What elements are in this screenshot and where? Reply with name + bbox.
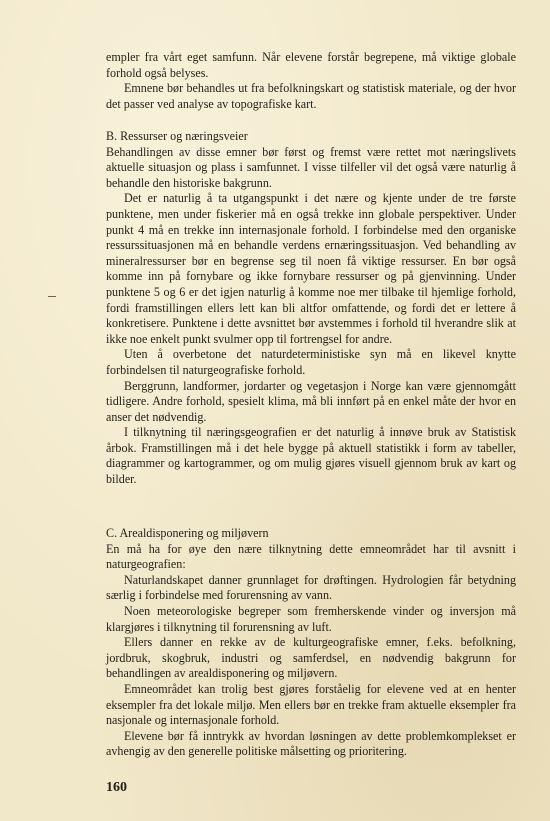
section-b-heading: B. Ressurser og næringsveier — [106, 129, 248, 143]
section-c-paragraph-6: Elevene bør få inntrykk av hvordan løsningen av dette problemkomplekset er avhengig av den generelle politiske målsetting og prioritering. — [106, 728, 516, 759]
section-c-paragraph-2: Naturlandskapet danner grunnlaget for drøftingen. Hydrologien får betydning særlig i forbindelse med forurensning av vann. — [106, 572, 516, 603]
section-c-paragraph-3: Noen meteorologiske begreper som fremherskende vinder og inversjon må klargjøres i tilknytning til forurensning av luft. — [106, 603, 516, 634]
section-c-paragraph-1: En må ha for øye den nære tilknytning dette emneområdet har til avsnitt i naturgeografien: — [106, 541, 516, 572]
section-b-paragraph-1: Behandlingen av disse emner bør først og fremst være rettet mot næringslivets aktuelle situasjon og plass i samfunnet. I visse tilfeller vil det også være naturlig å behandle den historiske bakgrunn. — [106, 144, 516, 190]
section-c-heading: C. Arealdisponering og miljøvern — [106, 526, 269, 540]
section-b-paragraph-5: I tilknytning til næringsgeografien er det naturlig å innøve bruk av Statistisk årbok. Framstillingen må i det hele bygge på aktuell statistikk i form av tabeller, diagrammer og kartogrammer, og om mulig gjøres visuell gjennom bruk av kart og bilder. — [106, 425, 516, 487]
intro-block — [106, 50, 516, 112]
section-c-paragraph-4: Ellers danner en rekke av de kulturgeografiske emner, f.eks. befolkning, jordbruk, skogbruk, industri og samferdsel, en nødvendig bakgrunn for behandlingen av arealdisponering og miljøvern. — [106, 635, 516, 681]
section-c-paragraph-5: Emneområdet kan trolig best gjøres forståelig for elevene ved at en henter eksempler fra det lokale miljø. Men ellers bør en trekke fram aktuelle eksempler fra nasjonale og internasjonale forhold. — [106, 681, 516, 728]
page-number: 160 — [106, 780, 127, 795]
intro-paragraph-1: empler fra vårt eget samfunn. Når elevene forstår begrepene, må viktige globale forhold også belyses. — [106, 50, 516, 80]
section-b-paragraph-4: Berggrunn, landformer, jordarter og vegetasjon i Norge kan være gjennomgått tidligere. Andre forhold, spesielt klima, må bli innført på en enkel måte der hvor en anser det nødvendig. — [106, 378, 516, 424]
margin-mark — [48, 296, 56, 297]
section-c — [106, 526, 516, 760]
section-b-paragraph-2: Det er naturlig å ta utgangspunkt i det nære og kjente under de tre første punktene, men under fiskerier må en også trekke inn globale perspektiver. Under punkt 4 må en trekke inn internasjonale forhold. I forbindelse med den organiske ressurssituasjonen må en behandle verdens ernæringssituasjon. Ved behandling av mineralressurser bør en begrense seg til noen få viktige ressurser. En bør også komme inn på fornybare og ikke fornybare ressurser og på gjenvinning. Under punktene 5 og 6 er det igjen naturlig å komme noe mer tilbake til hjemlige forhold, fordi framstillingen ellers lett kan bli altfor omfattende, og fordi det er lettere å konkretisere. Punktene i dette avsnittet bør avstemmes i forhold til hverandre slik at ikke noe enkelt punkt svulmer opp til fortrengsel for andre. — [106, 191, 516, 346]
intro-paragraph-2: Emnene bør behandles ut fra befolkningskart og statistisk materiale, og der hvor det passer ved analyse av topografiske kart. — [106, 81, 516, 111]
section-b-paragraph-3: Uten å overbetone det naturdeterministiske syn må en likevel knytte forbindelsen til naturgeografiske forhold. — [106, 347, 516, 377]
section-b — [106, 129, 516, 488]
